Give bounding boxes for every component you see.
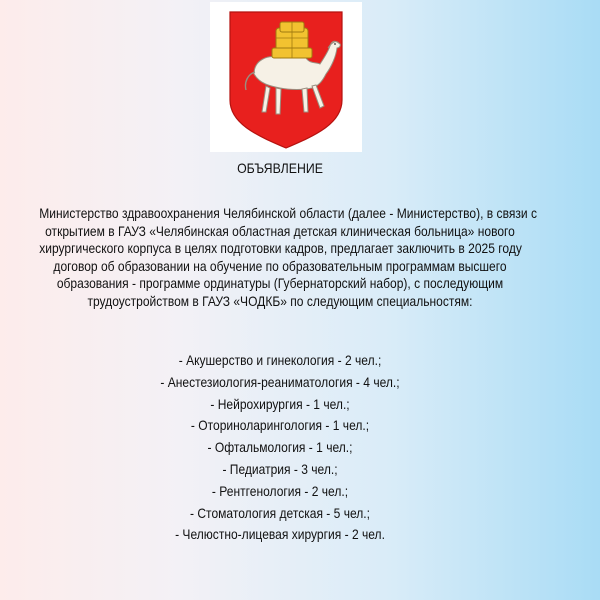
paragraph-line: договор об образовании на обучение по образовательным программам высшего [53, 257, 507, 274]
announcement-paragraph [0, 205, 560, 311]
paragraph-line: трудоустройством в ГАУЗ «ЧОДКБ» по следующим специальностям: [87, 292, 473, 309]
paragraph-line: хирургического корпуса в целях подготовки кадров, предлагает заключить в 2025 году [39, 240, 522, 257]
list-item: - Стоматология детская - 5 чел.; [190, 504, 370, 521]
list-item: - Оториноларингология - 1 чел.; [190, 417, 370, 434]
list-item: - Педиатрия - 3 чел.; [222, 460, 338, 477]
list-item: - Акушерство и гинекология - 2 чел.; [178, 352, 382, 368]
list-item: - Челюстно-лицевая хирургия - 2 чел. [175, 526, 385, 543]
list-item: - Нейрохирургия - 1 чел.; [210, 395, 350, 412]
list-item: - Офтальмология - 1 чел.; [207, 439, 353, 456]
paragraph-line: Министерство здравоохранения Челябинской области (далее - Министерство), в связи с [39, 205, 537, 221]
coat-of-arms-image [210, 2, 362, 152]
chelyabinsk-coat-of-arms-icon [210, 2, 362, 152]
specialties-list [0, 350, 560, 546]
list-item: - Анестезиология-реаниматология - 4 чел.; [160, 373, 400, 390]
announcement-title: ОБЪЯВЛЕНИЕ [237, 160, 323, 176]
paragraph-line: образования - программе ординатуры (Губернаторский набор), с последующим [56, 275, 504, 292]
list-item: - Рентгенология - 2 чел.; [211, 482, 349, 499]
paragraph-line: открытием в ГАУЗ «Челябинская областная детская клиническая больница» нового [45, 222, 515, 239]
